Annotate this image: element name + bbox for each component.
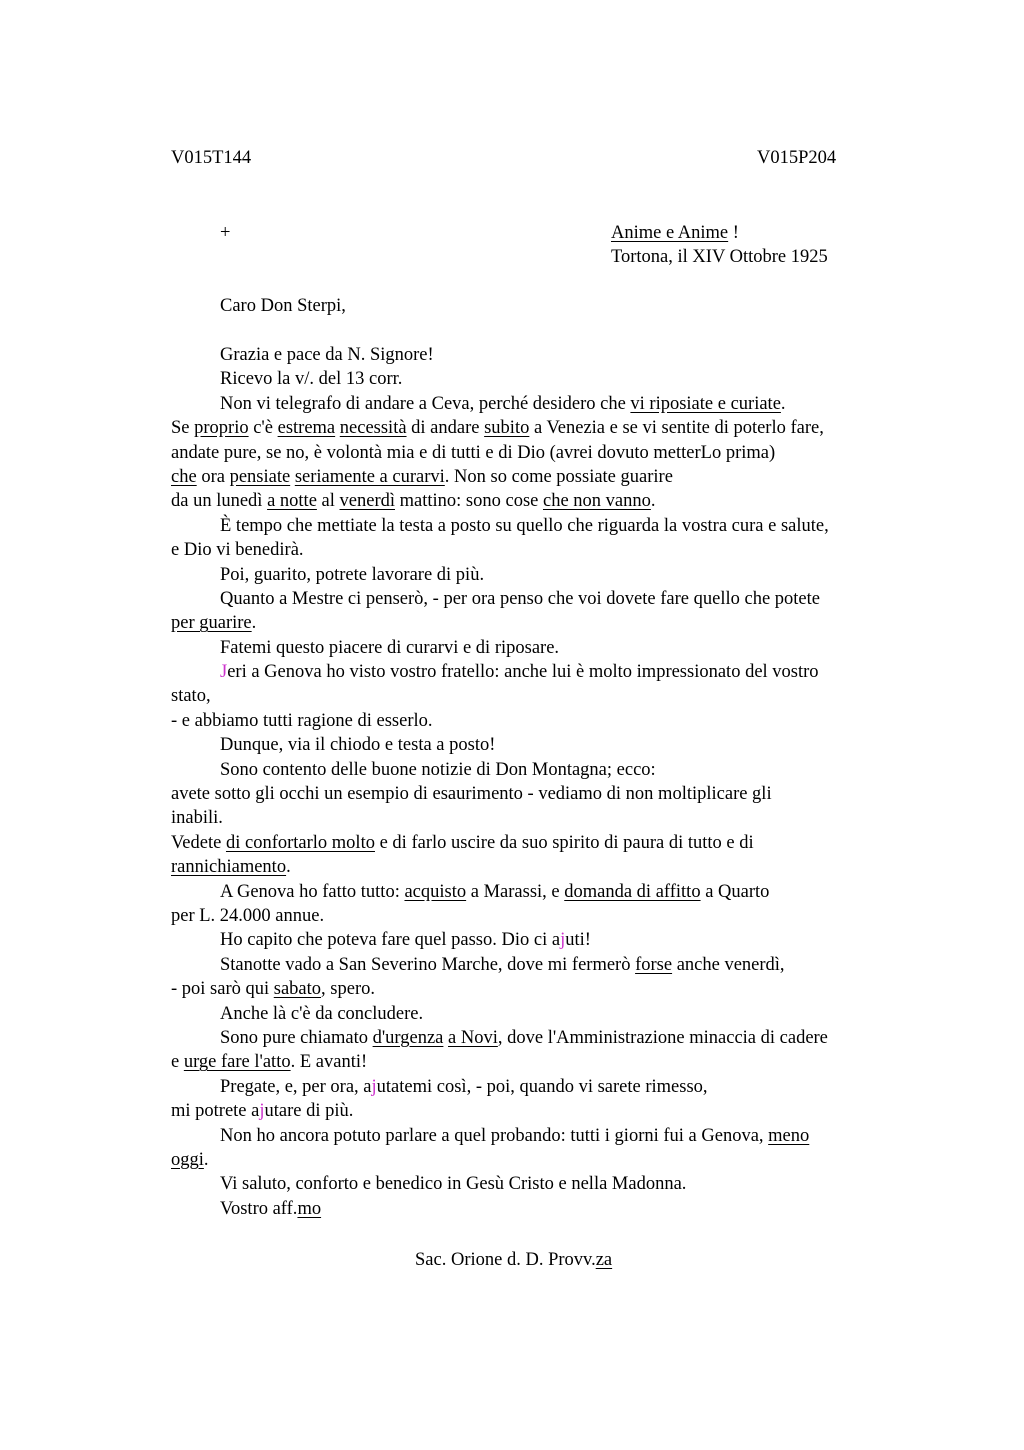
line-text: Non vi telegrafo di andare a Ceva, perché desidero che [220,393,631,414]
line-text: A Genova ho fatto tutto: [220,881,405,902]
line-text: . [286,857,291,878]
underlined-text: di confortarlo molto [225,832,375,853]
underlined-text: vi riposiate e curiate [630,393,781,414]
line-text: Sono contento delle buone notizie di Don Montagna; ecco: [220,759,656,780]
letter-line [171,343,911,367]
line-text: e Dio vi benedirà. [171,540,304,561]
line-text: Quanto a Mestre ci penserò, - per ora penso che voi dovete fare quello che potete [220,588,820,609]
line-text: a Marassi, e [466,881,565,902]
motto [611,221,739,245]
motto-exclamation: ! [728,223,739,243]
underlined-text: d'urgenza [372,1027,444,1048]
underlined-text: per guarire [171,613,252,634]
line-text: Sono pure chiamato [220,1027,373,1048]
line-text: , spero. [321,979,375,1000]
document-code-right: V015P204 [757,148,837,168]
letter-line [171,1026,911,1050]
letter-line [171,563,911,587]
salutation: Caro Don Sterpi, [220,296,346,316]
underlined-text: domanda di affitto [564,881,701,902]
letter-line [171,782,911,806]
line-text: Vostro aff. [220,1198,298,1219]
line-text: , dove l'Amministrazione minaccia di cadere [497,1027,828,1048]
line-text: . [650,491,656,512]
place-date: Tortona, il XIV Ottobre 1925 [611,247,828,267]
letter-line [171,904,911,928]
line-text: . [203,1149,209,1170]
line-text: . [251,613,257,634]
highlighted-letter: j [259,1101,265,1122]
letter-line [171,1050,911,1074]
line-text: a Venezia e se vi sentite di poterlo fare, [529,418,824,439]
line-text: Non ho ancora potuto parlare a quel probando: tutti i giorni fui a Genova, [220,1125,769,1146]
line-text: . E avanti! [290,1052,368,1073]
underlined-text: subito [484,418,530,439]
line-text: uti! [565,930,591,951]
line-text: mi potrete a [171,1101,260,1122]
line-text: e [171,1052,184,1073]
highlighted-letter: J [220,662,228,683]
underlined-text: che non vanno [542,491,651,512]
line-text: Se [171,418,195,439]
line-text: . Non so come possiate guarire [444,466,673,487]
line-text: Stanotte vado a San Severino Marche, dove mi fermerò [220,954,636,975]
cross-mark: + [220,223,231,243]
letter-line [171,441,911,465]
letter-line [171,1099,911,1123]
letter-line [171,636,911,660]
signature-suffix: za [595,1250,613,1270]
line-text: Ricevo la v/. del 13 corr. [220,369,403,390]
letter-line [171,684,911,708]
letter-line [171,831,911,855]
letter-line [171,367,911,391]
letter-line [171,538,911,562]
line-text: È tempo che mettiate la testa a posto su quello che riguarda la vostra cura e salute, [220,515,829,536]
letter-line [171,1075,911,1099]
line-text: Vedete [171,832,226,853]
underlined-text: proprio [194,418,249,439]
letter-line [171,880,911,904]
letter-line [171,953,911,977]
letter-line [171,1172,911,1196]
line-text: Pregate, e, per ora, a [220,1076,372,1097]
letter-line [171,611,911,635]
underlined-text: sabato [273,979,322,1000]
underlined-text: forse [635,954,673,975]
signature-name: Sac. Orione d. D. Provv. [415,1250,596,1270]
line-text: di andare [406,418,485,439]
letter-line [171,758,911,782]
underlined-text: seriamente a curarvi [294,466,445,487]
line-text: per L. 24.000 annue. [171,905,325,926]
letter-line [171,1197,911,1221]
letter-line [171,806,911,830]
line-text: avete sotto gli occhi un esempio di esaurimento - vediamo di non moltiplicare gli [171,784,772,805]
underlined-text: a Novi [448,1027,498,1048]
underlined-text: venerdì [339,491,395,512]
line-text: Ho capito che poteva fare quel passo. Dio ci a [220,930,561,951]
line-text: eri a Genova ho visto vostro fratello: anche lui è molto impressionato del vostro [227,662,819,683]
line-text: Fatemi questo piacere di curarvi e di riposare. [220,637,560,658]
line-text: stato, [171,686,211,707]
letter-line [171,1002,911,1026]
letter-line [171,928,911,952]
underlined-text: mo [297,1198,322,1219]
line-text: c'è [248,418,278,439]
underlined-text: urge fare l'atto [183,1052,291,1073]
underlined-text: necessità [339,418,407,439]
underlined-text: meno [768,1125,810,1146]
document-code-left: V015T144 [171,148,252,168]
line-text: mattino: sono cose [395,491,543,512]
highlighted-letter: j [560,930,566,951]
underlined-text: pensiate [229,466,291,487]
letter-line [171,514,911,538]
letter-line [171,587,911,611]
letter-line [171,465,911,489]
line-text: utatemi così, - poi, quando vi sarete rimesso, [376,1076,708,1097]
line-text: . [780,393,786,414]
letter-line [171,855,911,879]
line-text: - poi sarò qui [171,979,274,1000]
line-text: andate pure, se no, è volontà mia e di tutti e di Dio (avrei dovuto metterLo prima) [171,442,776,463]
line-text: e di farlo uscire da suo spirito di paura di tutto e di [374,832,754,853]
line-text: Vi saluto, conforto e benedico in Gesù Cristo e nella Madonna. [220,1174,687,1195]
line-text: anche venerdì, [672,954,785,975]
underlined-text: rannichiamento [171,857,287,878]
letter-line [171,416,911,440]
line-text: da un lunedì [171,491,268,512]
letter-line [171,733,911,757]
letter-line [171,1148,911,1172]
underlined-text: acquisto [404,881,467,902]
letter-line [171,977,911,1001]
line-text: ora [196,466,230,487]
letter-line [171,392,911,416]
underlined-text: che [171,466,197,487]
letter-line [171,709,911,733]
underlined-text: a notte [267,491,317,512]
letter-line [171,489,911,513]
line-text: inabili. [171,808,223,829]
line-text: - e abbiamo tutti ragione di esserlo. [171,710,433,731]
line-text: al [316,491,340,512]
underlined-text: estrema [277,418,336,439]
letter-line [171,660,911,684]
line-text: Grazia e pace da N. Signore! [220,345,434,365]
signature [415,1248,612,1272]
line-text: Poi, guarito, potrete lavorare di più. [220,564,485,585]
letter-body [171,343,911,1221]
letter-line [171,1124,911,1148]
line-text: Anche là c'è da concludere. [220,1003,424,1024]
highlighted-letter: j [371,1076,377,1097]
line-text: utare di più. [264,1101,354,1122]
line-text: Dunque, via il chiodo e testa a posto! [220,735,496,756]
line-text: a Quarto [700,881,770,902]
motto-text: Anime e Anime [611,223,729,243]
underlined-text: oggi [171,1149,204,1170]
